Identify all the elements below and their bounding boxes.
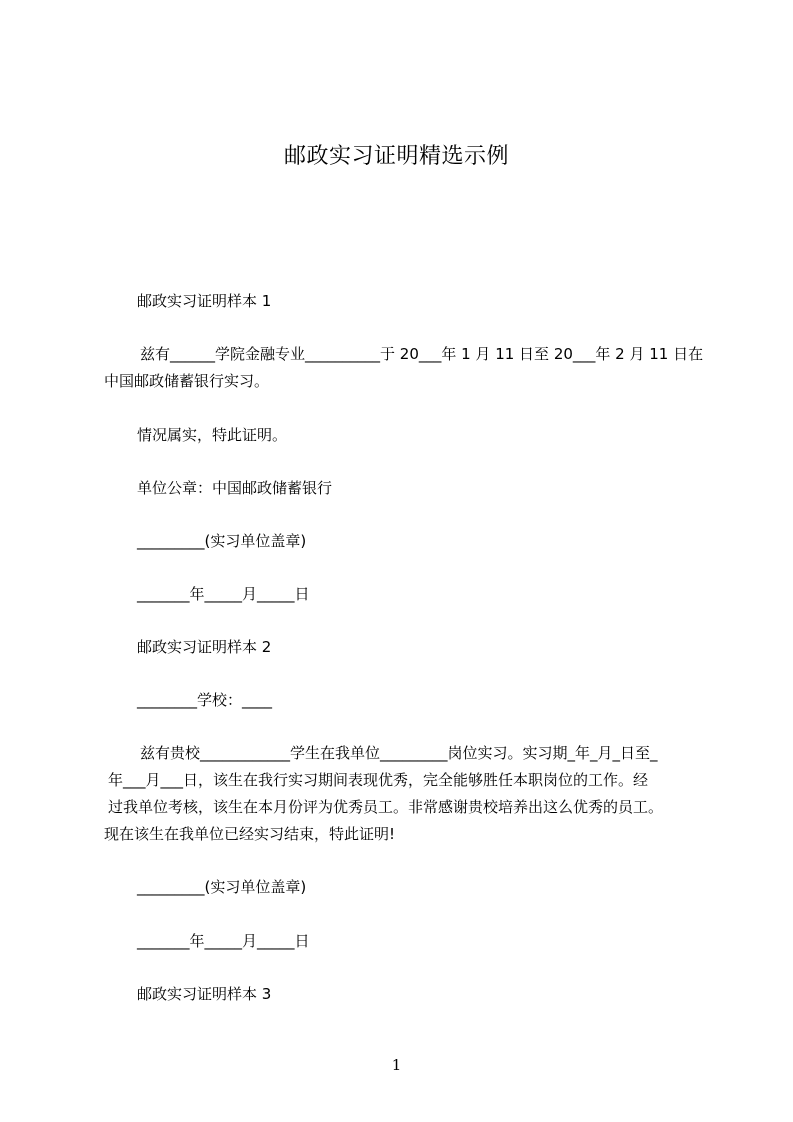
sample2-seal-line: _________(实习单位盖章) — [137, 878, 307, 896]
sample2-date-line: _______年_____月_____日 — [137, 932, 310, 950]
sample1-seal-unit: 单位公章：中国邮政储蓄银行 — [137, 479, 333, 497]
sample2-body-line2: 年___月___日，该生在我行实习期间表现优秀，完全能够胜任本职岗位的工作。经 — [108, 771, 649, 789]
sample1-statement: 情况属实，特此证明。 — [137, 426, 288, 444]
sample2-school-line: ________学校：____ — [137, 691, 273, 709]
sample2-heading: 邮政实习证明样本 2 — [137, 638, 272, 656]
sample1-heading: 邮政实习证明样本 1 — [137, 292, 272, 310]
sample1-body-line2: 中国邮政储蓄银行实习。 — [104, 372, 270, 390]
sample2-body-line4: 现在该生在我单位已经实习结束，特此证明! — [104, 825, 396, 843]
sample2-body-line3: 过我单位考核，该生在本月份评为优秀员工。非常感谢贵校培养出这么优秀的员工。 — [108, 798, 664, 816]
sample1-date-line: _______年_____月_____日 — [137, 585, 310, 603]
sample2-body-line1: 兹有贵校____________学生在我单位_________岗位实习。实习期_年_月_日至_ — [140, 744, 658, 762]
sample3-heading: 邮政实习证明样本 3 — [137, 985, 272, 1003]
document-title: 邮政实习证明精选示例 — [283, 144, 509, 169]
page-number: 1 — [391, 1056, 402, 1074]
sample1-seal-line: _________(实习单位盖章) — [137, 532, 307, 550]
sample1-body-line1: 兹有______学院金融专业__________于 20___年 1 月 11 日至 20___年 2 月 11 日在 — [140, 345, 704, 363]
